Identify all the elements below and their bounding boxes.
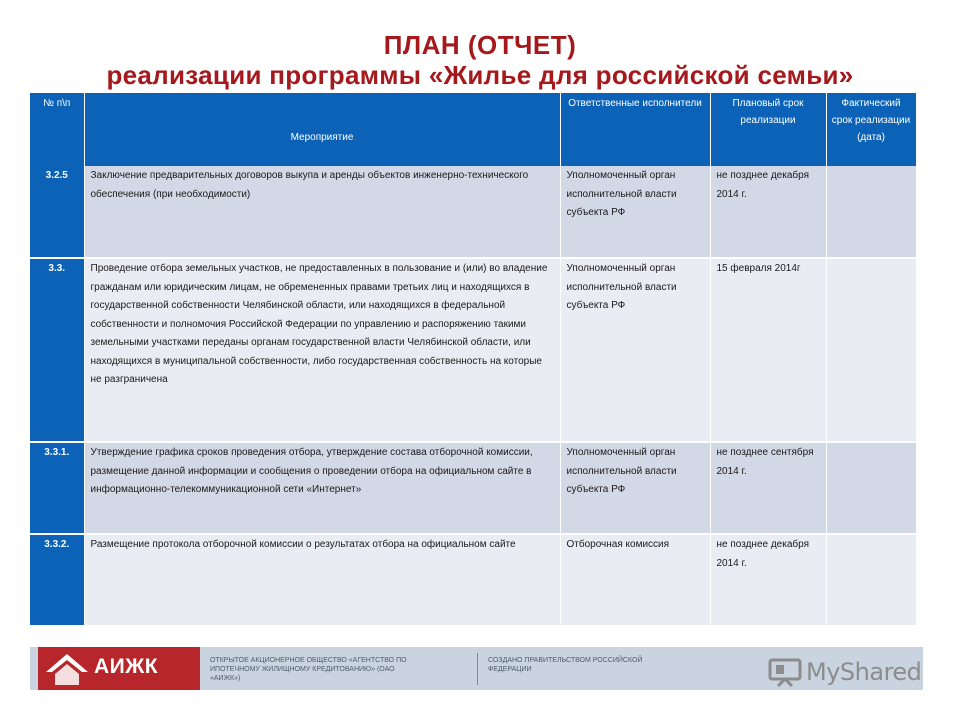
row-num: 3.3. (30, 258, 84, 442)
header-responsible: Ответственные исполнители (560, 93, 710, 166)
row-actual (826, 166, 916, 258)
row-planned: не позднее декабря 2014 г. (710, 534, 826, 626)
presentation-board-icon (768, 657, 802, 687)
row-event: Утверждение графика сроков проведения отбора, утверждение состава отборочной комиссии, размещение данной информации и сообщения о проведении отбора на официальном сайте в информационно-телекоммуникационной сети «Интернет» (84, 442, 560, 534)
table-row (30, 166, 916, 258)
row-actual (826, 534, 916, 626)
company-logo[interactable] (38, 647, 200, 690)
table-row (30, 442, 916, 534)
watermark[interactable] (768, 657, 921, 687)
header-actual: Фактический срок реализации (дата) (826, 93, 916, 166)
government-note: СОЗДАНО ПРАВИТЕЛЬСТВОМ РОССИЙСКОЙ ФЕДЕРАЦИИ (488, 657, 643, 673)
row-event: Проведение отбора земельных участков, не предоставленных в пользование и (или) во владение гражданам или юридическим лицам, не обремененных правами третьих лиц и находящихся в государственной собственности Челябинской области, или находящихся в федеральной собственности и полномочия Российской Федерации по управлению и распоряжению такими земельными участками переданы органам государственной власти Челябинской области, или находящихся в муниципальной собственности, либо государственная собственность на которые не разграничена (84, 258, 560, 442)
row-responsible: Уполномоченный орган исполнительной власти субъекта РФ (560, 166, 710, 258)
row-actual (826, 258, 916, 442)
house-roof-icon (44, 652, 90, 686)
footer-divider (477, 653, 478, 685)
row-responsible: Уполномоченный орган исполнительной власти субъекта РФ (560, 442, 710, 534)
row-num: 3.3.2. (30, 534, 84, 626)
header-num: № п\п (30, 93, 84, 166)
plan-table (30, 93, 917, 627)
table-row (30, 258, 916, 442)
row-event: Размещение протокола отборочной комиссии о результатах отбора на официальном сайте (84, 534, 560, 626)
org-description: ОТКРЫТОЕ АКЦИОНЕРНОЕ ОБЩЕСТВО «АГЕНТСТВО ПО ИПОТЕЧНОМУ ЖИЛИЩНОМУ КРЕДИТОВАНИЮ» (ОАО «АИЖК») (210, 657, 407, 682)
row-num: 3.2.5 (30, 166, 84, 258)
row-num: 3.3.1. (30, 442, 84, 534)
header-planned: Плановый срок реализации (710, 93, 826, 166)
row-planned: не позднее декабря 2014 г. (710, 166, 826, 258)
header-event: Мероприятие (84, 93, 560, 166)
table-header-row (30, 93, 916, 166)
row-planned: 15 февраля 2014г (710, 258, 826, 442)
watermark-text: MyShared (806, 658, 922, 686)
table-row (30, 534, 916, 626)
row-responsible: Отборочная комиссия (560, 534, 710, 626)
row-actual (826, 442, 916, 534)
row-planned: не позднее сентября 2014 г. (710, 442, 826, 534)
page-title: ПЛАН (ОТЧЕТ) (383, 30, 577, 60)
row-responsible: Уполномоченный орган исполнительной власти субъекта РФ (560, 258, 710, 442)
row-event: Заключение предварительных договоров выкупа и аренды объектов инженерно-технического обеспечения (при необходимости) (84, 166, 560, 258)
page-subtitle: реализации программы «Жилье для российской семьи» (106, 60, 854, 90)
logo-text: АИЖК (94, 655, 159, 678)
